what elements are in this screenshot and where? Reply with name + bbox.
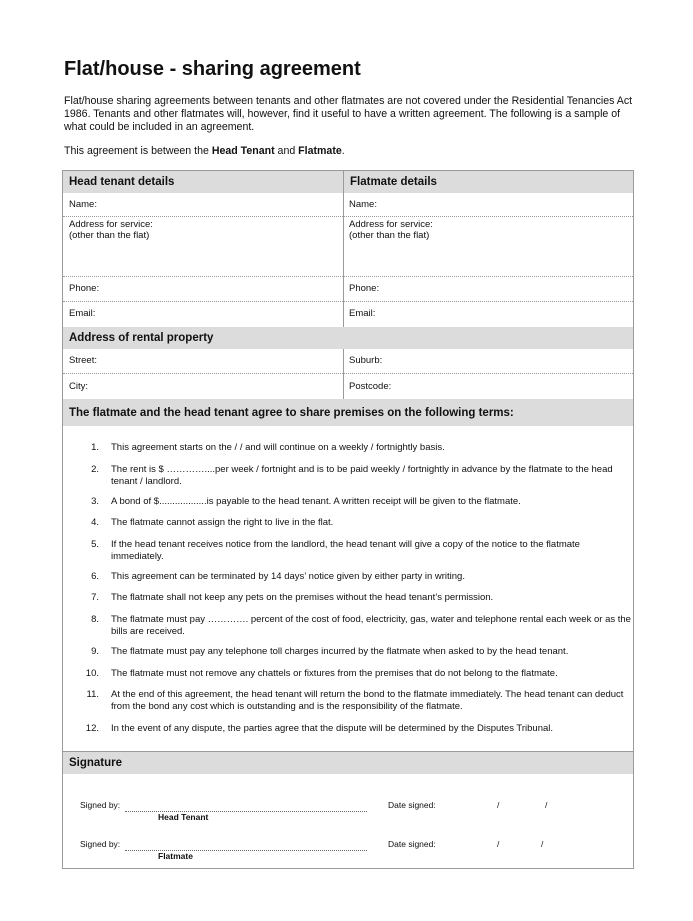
term-text: In the event of any dispute, the parties agree that the dispute will be determined by the Disputes Tribunal. — [111, 723, 554, 734]
details-divider — [343, 171, 344, 327]
suburb-field[interactable]: Suburb: — [349, 355, 383, 366]
term-number: 6. — [91, 571, 99, 582]
parties-head-tenant: Head Tenant — [211, 145, 275, 157]
head-tenant-address-field[interactable]: Address for service: — [69, 219, 153, 230]
parties-statement — [64, 145, 345, 157]
term-number: 11. — [86, 689, 99, 700]
flatmate-address-note: (other than the flat) — [349, 230, 430, 241]
signature-heading: Signature — [63, 752, 633, 774]
term-number: 12. — [85, 723, 99, 734]
term-text: The rent is $ …………....per week / fortnight and is to be paid weekly / fortnightly in advance by the flatmate to the head tenant / landlord. — [111, 464, 613, 487]
term-number: 5. — [91, 539, 99, 550]
head-tenant-role-label: Head Tenant — [158, 812, 209, 822]
term-number: 10. — [85, 668, 99, 679]
city-field[interactable]: City: — [69, 381, 88, 392]
term-number: 1. — [91, 442, 99, 453]
date-signed-label-1: Date signed: — [388, 800, 436, 810]
row-divider — [344, 216, 633, 217]
flatmate-phone-field[interactable]: Phone: — [349, 283, 380, 294]
term-text: The flatmate must pay any telephone toll charges incurred by the flatmate when asked to by the head tenant. — [111, 646, 569, 657]
date-slash: / — [497, 800, 500, 810]
term-text: This agreement starts on the / / and will continue on a weekly / fortnightly basis. — [111, 442, 445, 453]
signed-by-label-1: Signed by: — [80, 800, 121, 810]
head-tenant-name-field[interactable]: Name: — [69, 199, 97, 210]
date-slash: / — [497, 839, 500, 849]
term-text: The flatmate cannot assign the right to live in the flat. — [111, 517, 334, 528]
term-text: This agreement can be terminated by 14 days’ notice given by either party in writing. — [111, 571, 465, 582]
term-number: 8. — [91, 614, 99, 625]
agreement-form — [62, 170, 634, 869]
date-slash: / — [545, 800, 548, 810]
head-tenant-heading: Head tenant details — [63, 171, 343, 193]
street-field[interactable]: Street: — [69, 355, 97, 366]
row-divider — [63, 276, 343, 277]
term-text: The flatmate must pay …………. percent of the cost of food, electricity, gas, water and telephone rental each week or as the bills are received. — [111, 614, 631, 637]
term-number: 2. — [91, 464, 99, 475]
term-number: 4. — [91, 517, 99, 528]
term-text: A bond of $..................is payable to the head tenant. A written receipt will be given to the flatmate. — [111, 496, 521, 507]
flatmate-email-field[interactable]: Email: — [349, 308, 376, 319]
terms-heading: The flatmate and the head tenant agree to share premises on the following terms: — [63, 399, 633, 426]
term-number: 9. — [91, 646, 99, 657]
parties-suffix: . — [341, 145, 345, 157]
postcode-field[interactable]: Postcode: — [349, 381, 392, 392]
rental-divider — [343, 349, 344, 399]
row-divider — [344, 301, 633, 302]
flatmate-name-field[interactable]: Name: — [349, 199, 377, 210]
row-divider — [63, 301, 343, 302]
term-text: The flatmate shall not keep any pets on the premises without the head tenant’s permission. — [111, 592, 494, 603]
parties-and: and — [274, 145, 299, 157]
head-tenant-phone-field[interactable]: Phone: — [69, 283, 100, 294]
date-signed-label-2: Date signed: — [388, 839, 436, 849]
term-text: If the head tenant receives notice from the landlord, the head tenant will give a copy of the notice to the flatmate immediately. — [111, 539, 580, 562]
term-number: 7. — [91, 592, 99, 603]
head-tenant-email-field[interactable]: Email: — [69, 308, 96, 319]
row-divider — [344, 276, 633, 277]
parties-flatmate: Flatmate — [298, 145, 342, 157]
flatmate-address-field[interactable]: Address for service: — [349, 219, 433, 230]
intro-paragraph: Flat/house sharing agreements between tenants and other flatmates are not covered under the Residential Tenancies Act 1986. Tenants and other flatmates will, however, find it useful to have a written agreement. The following is a sample of what could be included in an agreement. — [64, 95, 633, 133]
term-number: 3. — [91, 496, 99, 507]
row-divider — [63, 373, 633, 374]
signed-by-label-2: Signed by: — [80, 839, 121, 849]
parties-prefix: This agreement is between the — [64, 145, 212, 157]
term-text: At the end of this agreement, the head tenant will return the bond to the flatmate immediately. The head tenant can deduct from the bond any cost which is outstanding and is the responsibility of the flatmate. — [111, 689, 624, 712]
row-divider — [63, 216, 343, 217]
date-slash: / — [541, 839, 544, 849]
flatmate-heading: Flatmate details — [344, 171, 633, 193]
head-tenant-address-note: (other than the flat) — [69, 230, 150, 241]
rental-property-heading: Address of rental property — [63, 327, 633, 349]
flatmate-role-label: Flatmate — [158, 851, 193, 861]
page-title: Flat/house - sharing agreement — [64, 58, 361, 80]
term-text: The flatmate must not remove any chattels or fixtures from the premises that do not belong to the flatmate. — [111, 668, 558, 679]
